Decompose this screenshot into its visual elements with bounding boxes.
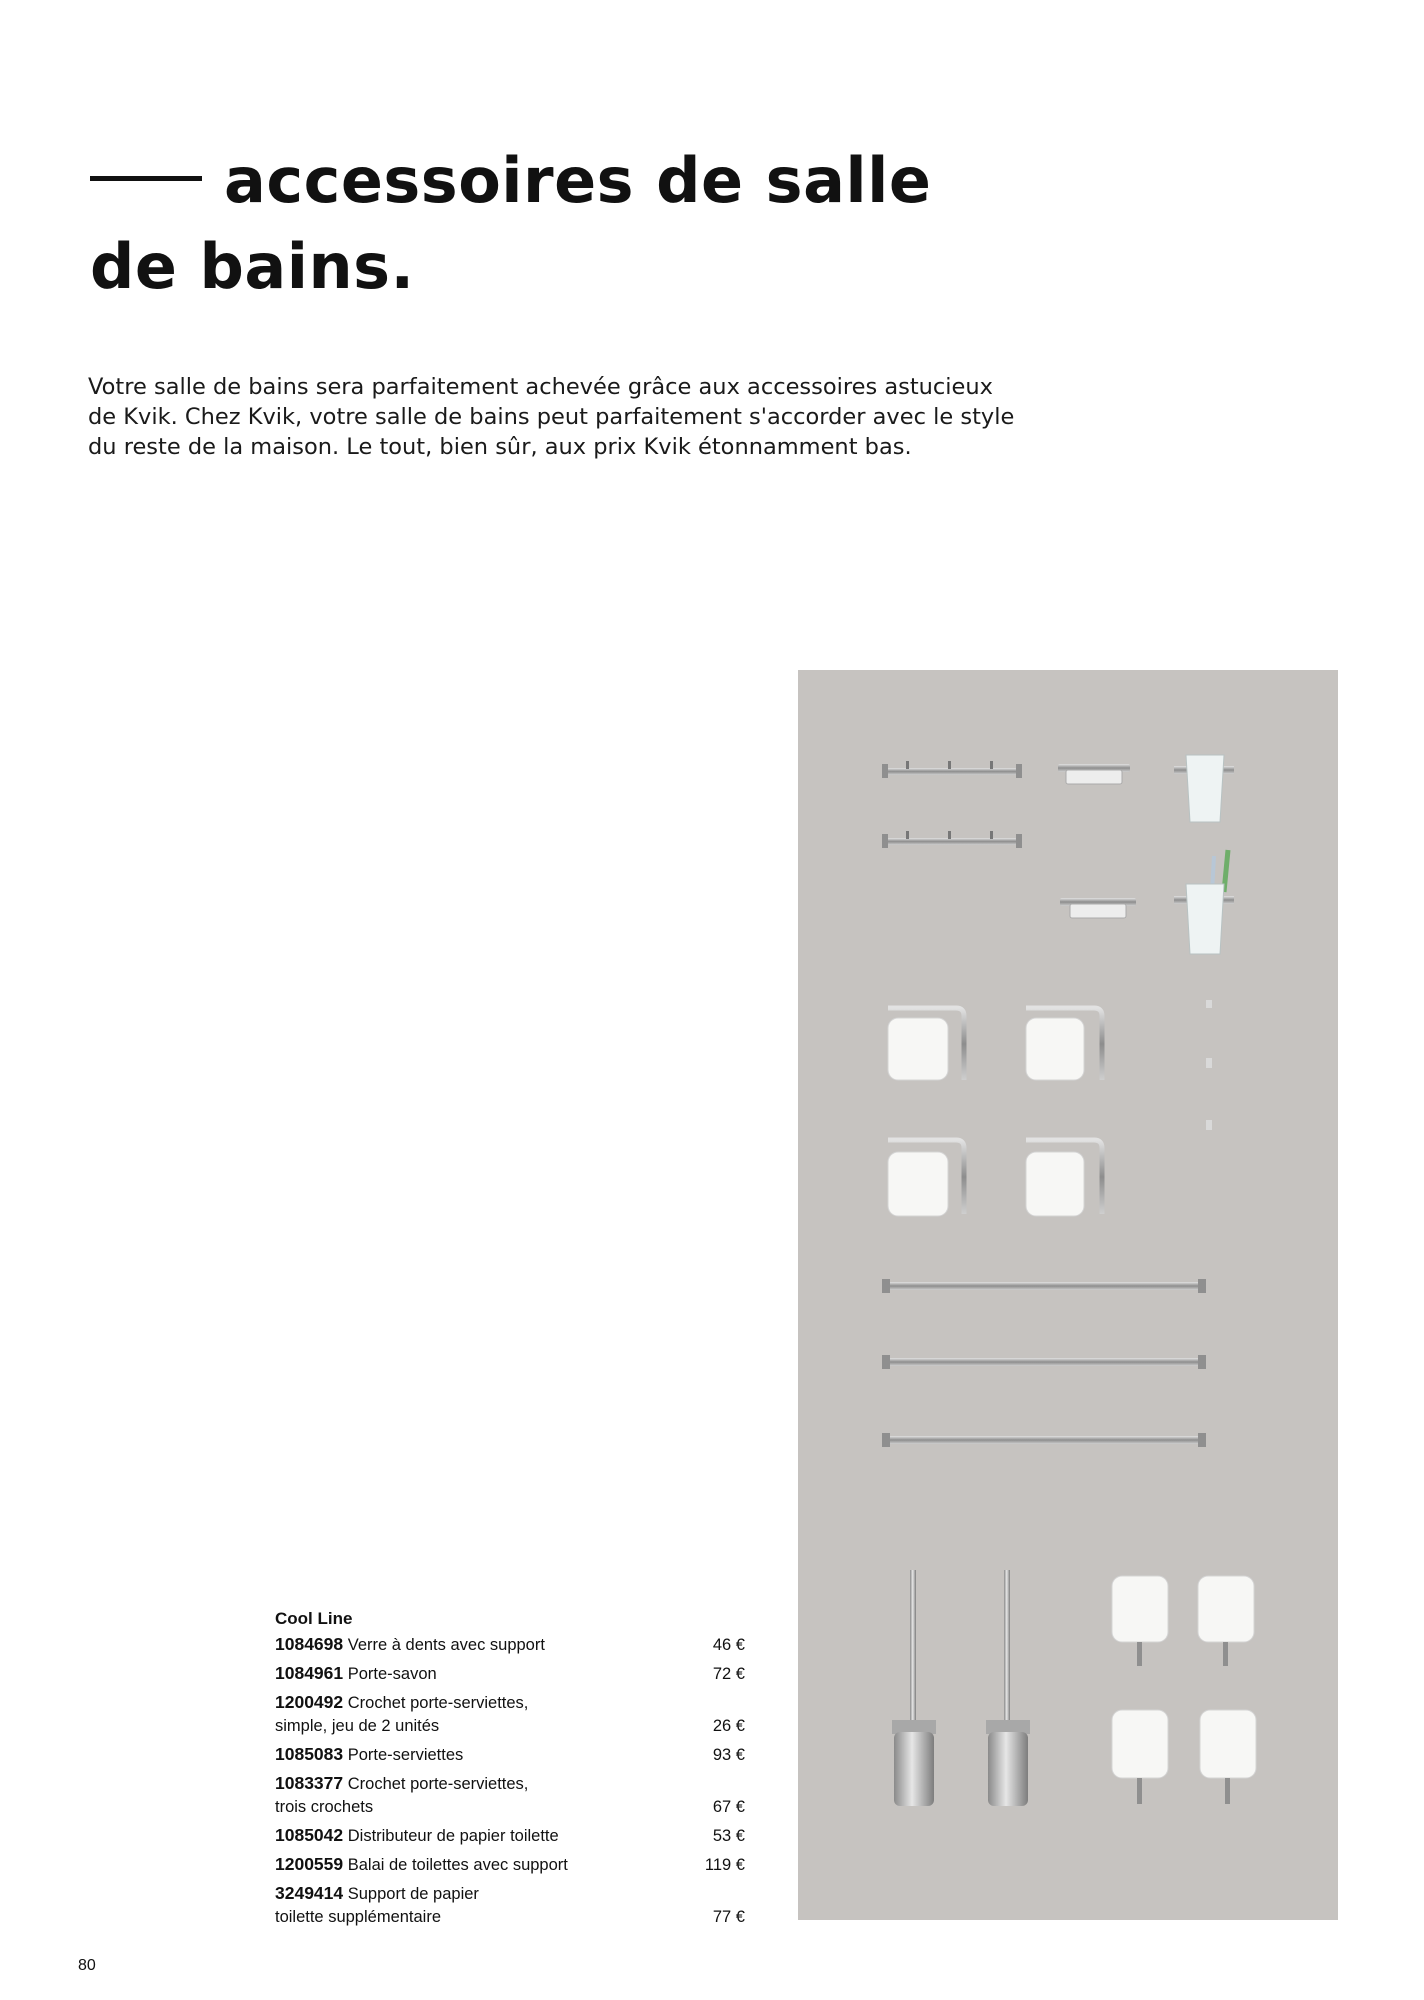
soap-dish-2 (1060, 898, 1136, 918)
product-row (275, 1772, 745, 1819)
product-price: 72 € (712, 1665, 745, 1683)
paper-holder-1 (888, 1008, 964, 1080)
product-photo (798, 670, 1338, 1920)
product-name-line: Crochet porte-serviettes, (347, 1694, 529, 1712)
paper-holder-3 (888, 1140, 964, 1216)
spare-paper-holder-4 (1200, 1710, 1256, 1804)
product-row (275, 1743, 745, 1767)
product-price: 26 € (712, 1717, 745, 1735)
hook-rail-2 (882, 831, 1022, 848)
single-hook-2 (1206, 1058, 1212, 1068)
product-name-line: trois crochets (275, 1798, 374, 1816)
product-code: 1084698 (275, 1634, 344, 1654)
product-price: 67 € (712, 1798, 745, 1816)
product-list-heading: Cool Line (275, 1609, 353, 1628)
product-name-line: Porte-savon (347, 1665, 437, 1683)
product-price: 93 € (712, 1746, 745, 1764)
product-description (275, 1662, 437, 1686)
product-price: 53 € (712, 1827, 745, 1845)
product-code: 1085083 (275, 1744, 344, 1764)
product-row (275, 1882, 745, 1929)
product-code: 1200559 (275, 1854, 344, 1874)
product-price: 119 € (704, 1856, 745, 1874)
spare-paper-holder-2 (1198, 1576, 1254, 1666)
spare-paper-holder-3 (1112, 1710, 1168, 1804)
page-number: 80 (78, 1957, 96, 1974)
product-row (275, 1691, 745, 1738)
tumbler-1 (1174, 755, 1234, 822)
product-row (275, 1853, 745, 1877)
intro-paragraph: Votre salle de bains sera parfaitement achevée grâce aux accessoires astucieux de Kvik. Chez Kvik, votre salle de bains peut parfaitement s'accorder avec le style du reste de la maison. Le tout, bien sûr, aux prix Kvik étonnamment bas. (88, 374, 1015, 460)
product-row (275, 1633, 745, 1657)
product-description (275, 1691, 528, 1738)
tumbler-2 (1174, 850, 1234, 954)
product-name-line: Verre à dents avec support (347, 1636, 545, 1654)
product-row (275, 1662, 745, 1686)
product-row (275, 1824, 745, 1848)
product-description (275, 1824, 559, 1848)
product-description (275, 1633, 545, 1657)
product-name-line: simple, jeu de 2 unités (275, 1717, 440, 1735)
product-illustration (798, 670, 1338, 1920)
single-hook-3 (1206, 1120, 1212, 1130)
paper-holder-2 (1026, 1008, 1102, 1080)
hook-rail-1 (882, 761, 1022, 778)
product-code: 1200492 (275, 1692, 344, 1712)
toilet-brush-1 (892, 1570, 936, 1806)
page-title-text: accessoires de salle de bains. (90, 144, 932, 303)
product-code: 1085042 (275, 1825, 344, 1845)
soap-dish-1 (1058, 764, 1130, 784)
product-name-line: Crochet porte-serviettes, (347, 1775, 529, 1793)
spare-paper-holder-1 (1112, 1576, 1168, 1666)
page-title (90, 138, 990, 310)
towel-bar-1 (882, 1279, 1206, 1293)
product-name-line: Porte-serviettes (347, 1746, 464, 1764)
product-name-line: Support de papier (347, 1885, 479, 1903)
toilet-brush-2 (986, 1570, 1030, 1806)
product-price: 46 € (712, 1636, 745, 1654)
paper-holder-4 (1026, 1140, 1102, 1216)
towel-bar-3 (882, 1433, 1206, 1447)
product-code: 1084961 (275, 1663, 344, 1683)
product-description (275, 1882, 479, 1929)
product-price: 77 € (712, 1908, 745, 1926)
product-code: 3249414 (275, 1883, 344, 1903)
product-name-line: toilette supplémentaire (275, 1908, 442, 1926)
product-description (275, 1853, 568, 1877)
product-name-line: Balai de toilettes avec support (347, 1856, 568, 1874)
towel-bar-2 (882, 1355, 1206, 1369)
product-code: 1083377 (275, 1773, 344, 1793)
product-description (275, 1772, 528, 1819)
product-name-line: Distributeur de papier toilette (347, 1827, 559, 1845)
product-list (275, 1605, 745, 1934)
product-description (275, 1743, 463, 1767)
title-dash (90, 176, 202, 181)
single-hook-1 (1206, 1000, 1212, 1008)
